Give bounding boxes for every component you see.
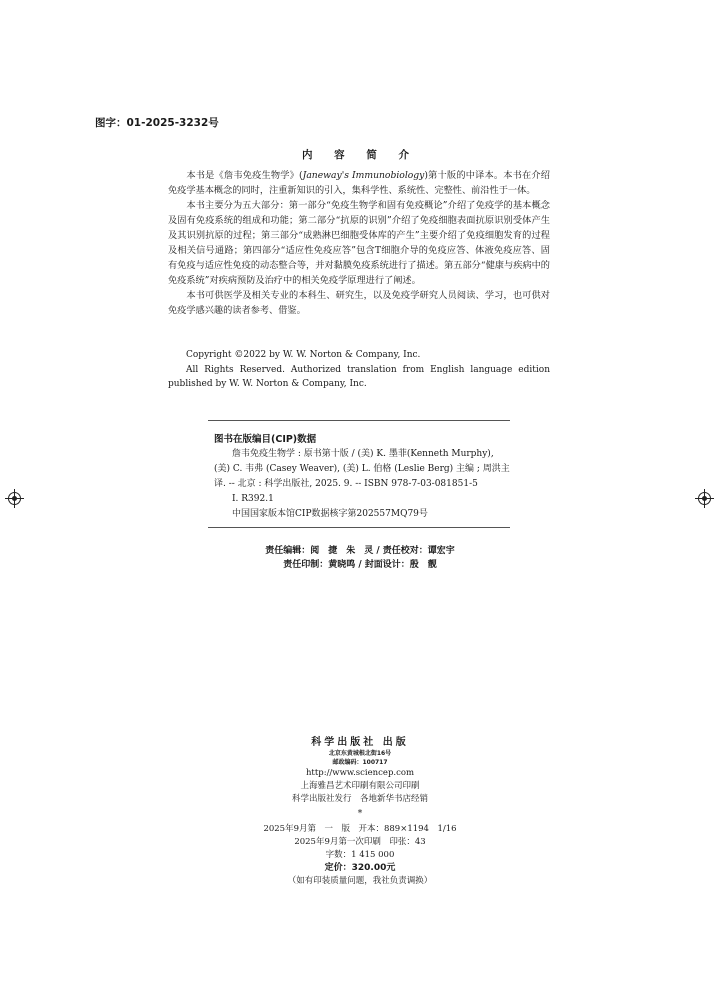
publisher-block xyxy=(0,736,720,888)
cip-line-3: 译. -- 北京 : 科学出版社, 2025. 9. -- ISBN 978-7-03-081851-5 xyxy=(214,479,478,489)
intro-paragraph-1 xyxy=(168,168,550,198)
section-heading: 内 容 简 介 xyxy=(302,149,418,161)
cip-line-2: (美) C. 韦弗 (Casey Weaver), (美) L. 伯格 (Leslie Berg) 主编 ; 周洪主 xyxy=(214,464,510,474)
word-count: 字数：1 415 000 xyxy=(325,850,395,860)
staff-line-2: 责任印制：黄晓鸣 / 封面设计：殷 靓 xyxy=(283,560,437,570)
cip-line-1: 詹韦免疫生物学 : 原书第十版 / (美) K. 墨菲(Kenneth Murphy), xyxy=(214,449,494,459)
publisher-url: http://www.sciencep.com xyxy=(305,768,415,778)
cip-bottom-rule xyxy=(208,527,510,528)
intro-paragraph-2: 本书主要分为五大部分：第一部分“免疫生物学和固有免疫概论”介绍了免疫学的基本概念及固有免疫系统的组成和功能；第二部分“抗原的识别”介绍了免疫细胞表面抗原识别受体产生及其识别抗原的过程；第三部分“成熟淋巴细胞受体库的产生”主要介绍了免疫细胞发育的过程及相关信号通路；第四部分“适应性免疫应答”包含T细胞介导的免疫应答、体液免疫应答、固有免疫与适应性免疫的动态整合等，并对黏膜免疫系统进行了描述。第五部分“健康与疾病中的免疫系统”对疾病预防及治疗中的相关免疫学原理进行了阐述。 xyxy=(168,200,550,286)
cip-line-4: Ⅰ. R392.1 xyxy=(214,494,274,504)
intro-p1-end: )第十版的中译本。本书在介绍免疫学基本概念的同时，注重新知识的引入，集科学性、系统性、完整性、前沿性于一体。 xyxy=(168,170,550,196)
intro-p1-italic-title: Janeway's Immunobiology xyxy=(302,170,425,181)
publisher-postcode: 邮政编码：100717 xyxy=(332,759,388,766)
edition-info: 2025年9月第 一 版 开本：889×1194 1/16 xyxy=(263,824,457,834)
cip-top-rule xyxy=(208,420,510,421)
intro-paragraph-3: 本书可供医学及相关专业的本科生、研究生，以及免疫学研究人员阅读、学习，也可供对免疫学感兴趣的读者参考、借鉴。 xyxy=(168,290,550,316)
copyright-line-1: Copyright ©2022 by W. W. Norton & Company, Inc. xyxy=(186,350,421,360)
intro-text xyxy=(168,168,550,318)
cip-block xyxy=(214,432,510,522)
quality-notice: （如有印装质量问题，我社负责调换） xyxy=(287,876,433,886)
printer: 上海雅昌艺术印刷有限公司印刷 xyxy=(300,781,420,791)
intro-p1-start: 本书是《詹韦免疫生物学》( xyxy=(186,170,303,181)
registration-mark-right xyxy=(698,492,711,505)
price: 定价：320.00元 xyxy=(324,863,396,873)
printing-info: 2025年9月第一次印刷 印张：43 xyxy=(294,837,426,847)
distributor: 科学出版社发行 各地新华书店经销 xyxy=(291,794,428,804)
publisher-name: 科学出版社 出版 xyxy=(311,737,409,748)
staff-credits xyxy=(0,544,720,572)
staff-line-1: 责任编辑：阅 捷 朱 灵 / 责任校对：谭宏宇 xyxy=(265,546,455,556)
permit-number: 图字：01-2025-3232号 xyxy=(95,117,219,129)
cip-title: 图书在版编目(CIP)数据 xyxy=(214,434,317,445)
publisher-address: 北京东黄城根北街16号 xyxy=(328,750,392,757)
copyright-line-2: All Rights Reserved. Authorized translation from English language edition published by W. W. Norton & Company, Inc. xyxy=(168,364,550,389)
registration-mark-left xyxy=(8,492,21,505)
cip-line-5: 中国国家版本馆CIP数据核字第202557MQ79号 xyxy=(214,509,428,519)
copyright-notice xyxy=(168,348,550,392)
separator-star: * xyxy=(357,809,363,819)
